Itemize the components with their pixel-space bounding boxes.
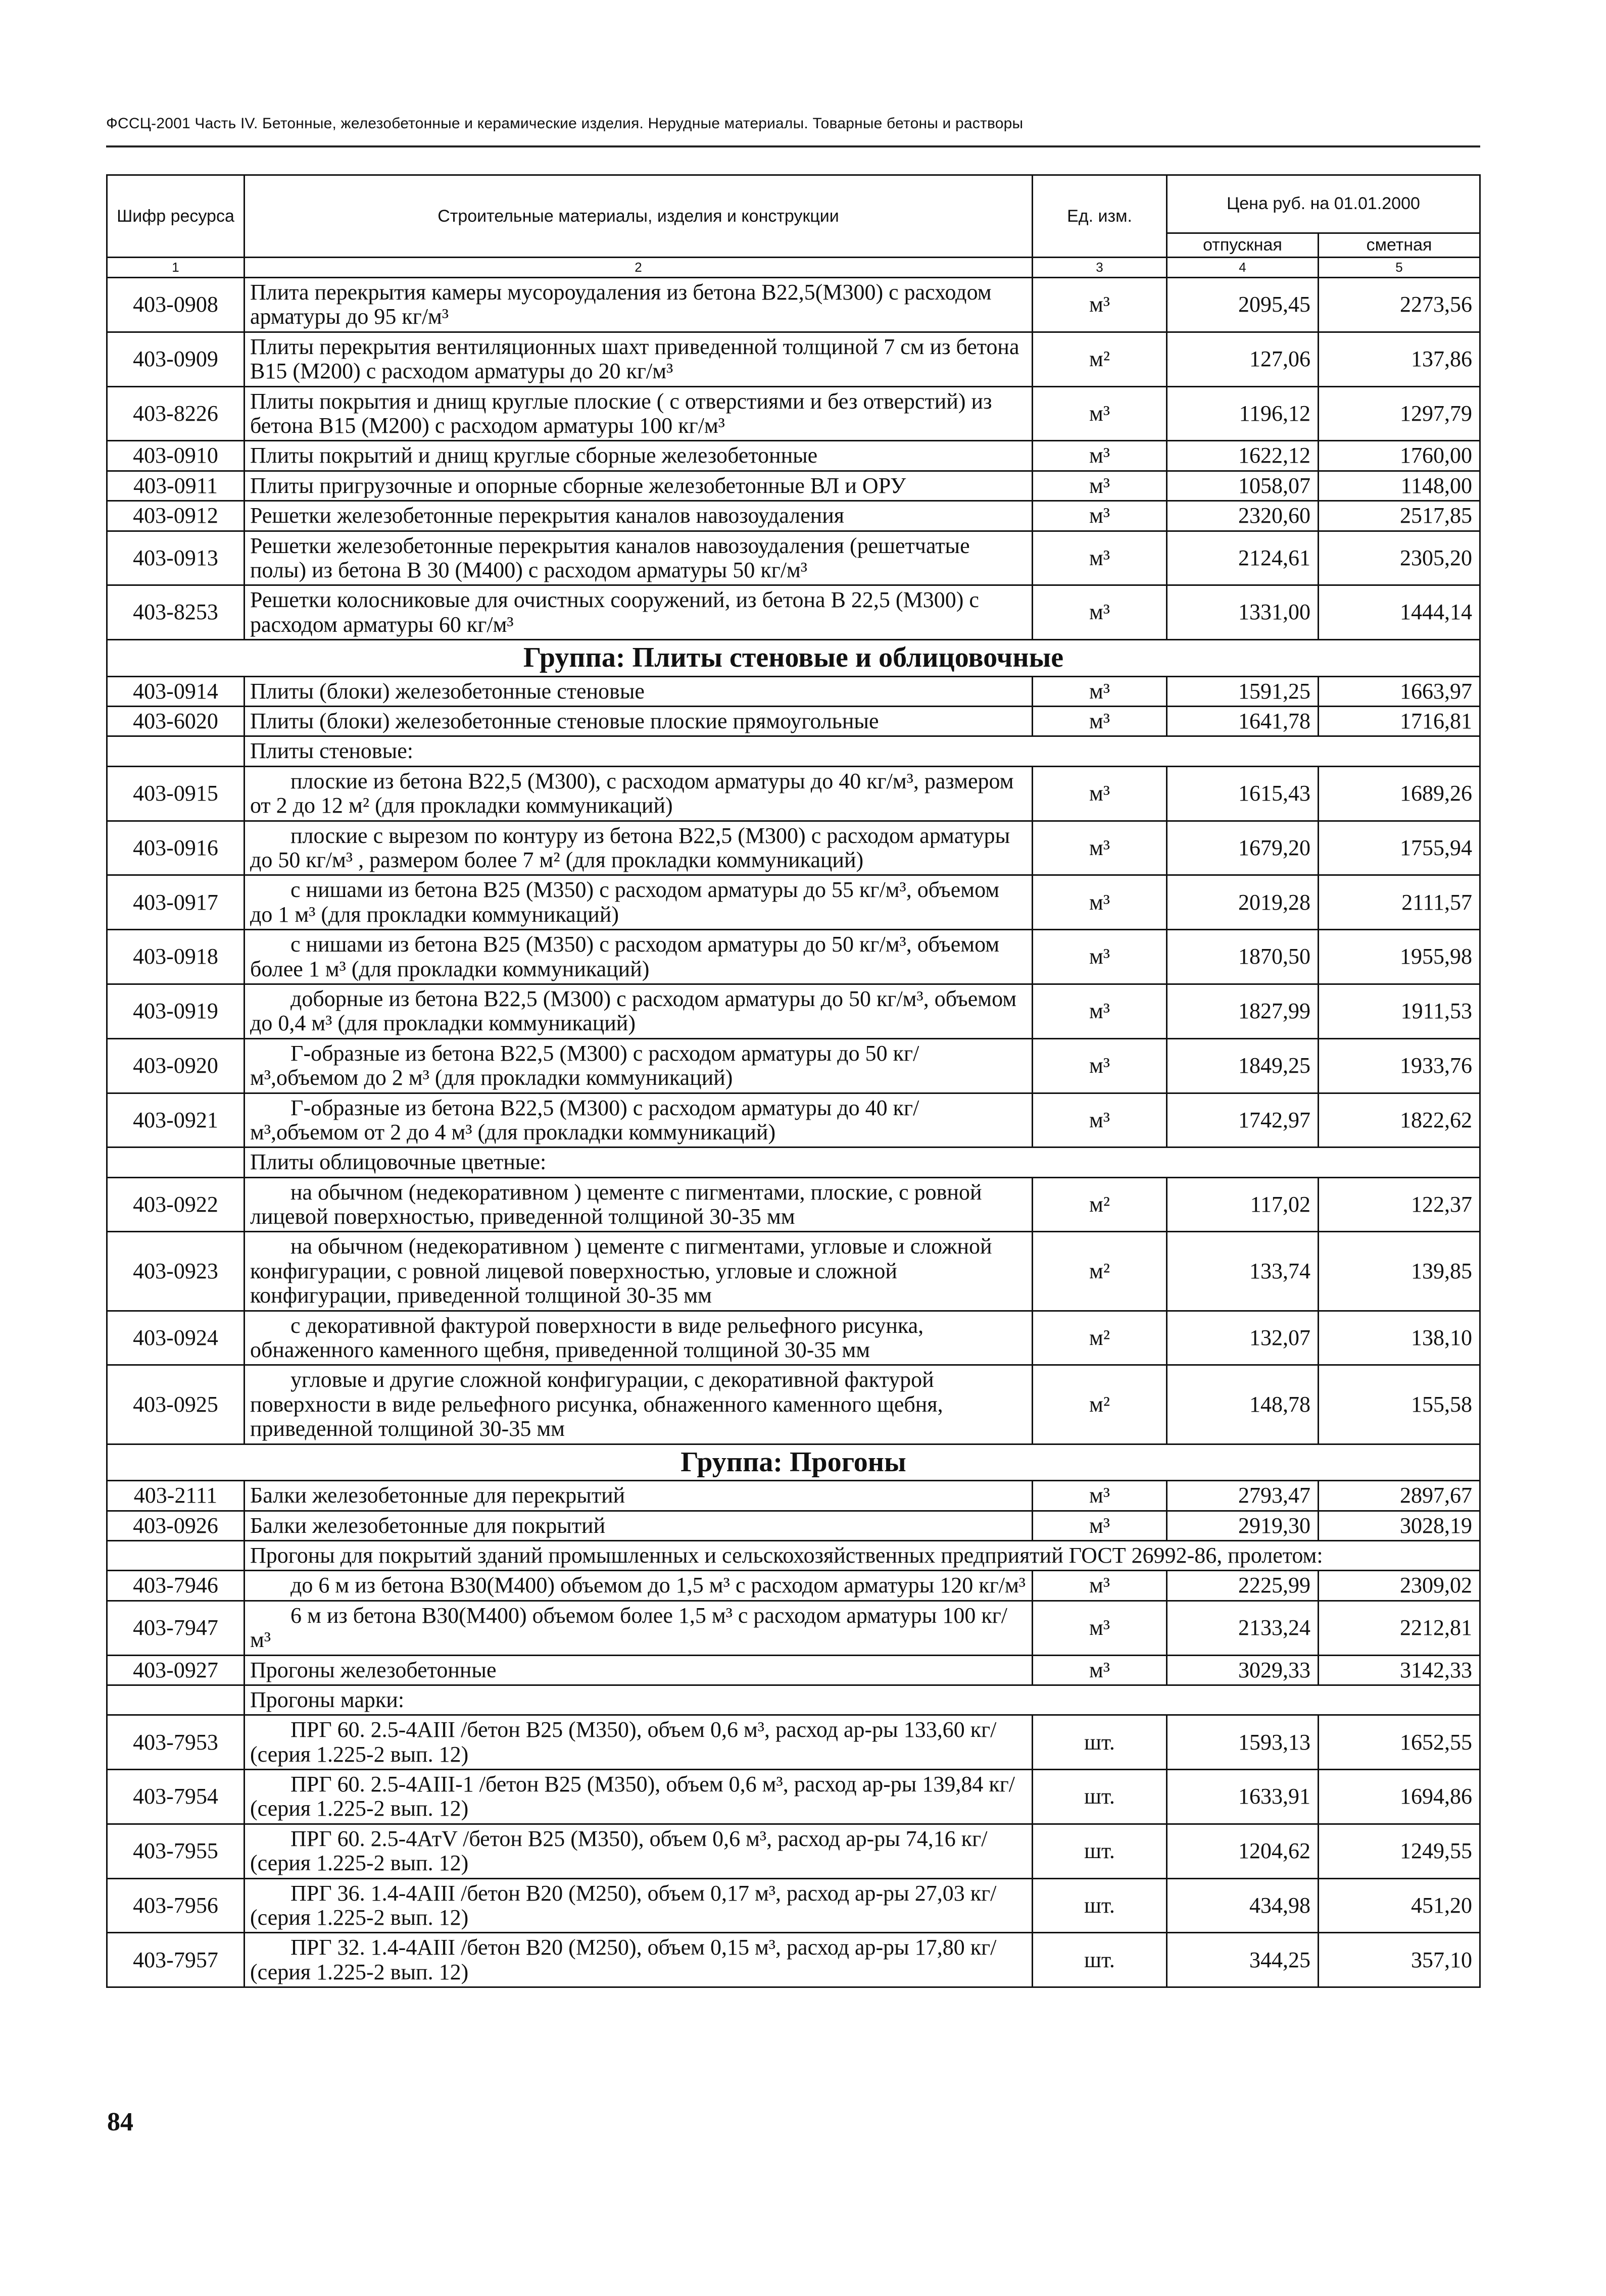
resource-code-cell: 403-0920	[107, 1038, 245, 1093]
release-price-cell: 148,78	[1167, 1365, 1319, 1444]
release-price-cell: 1058,07	[1167, 471, 1319, 501]
estimate-price-cell: 2212,81	[1319, 1601, 1480, 1655]
resource-code-cell: 403-7946	[107, 1571, 245, 1601]
material-name-cell: на обычном (недекоративном ) цементе с пигментами, плоские, с ровной лицевой поверхностью, приведенной толщиной 30-35 мм	[245, 1177, 1033, 1232]
release-price-cell: 3029,33	[1167, 1655, 1319, 1685]
estimate-price-cell: 139,85	[1319, 1232, 1480, 1311]
resource-code-cell: 403-0917	[107, 875, 245, 930]
unit-cell: м³	[1033, 1571, 1167, 1601]
release-price-cell: 1196,12	[1167, 386, 1319, 441]
resource-code-cell: 403-8253	[107, 585, 245, 640]
release-price-cell: 2019,28	[1167, 875, 1319, 930]
unit-cell: м³	[1033, 585, 1167, 640]
unit-cell: м³	[1033, 676, 1167, 706]
estimate-price-cell: 1822,62	[1319, 1093, 1480, 1147]
subheading-label: Плиты облицовочные цветные:	[245, 1147, 1480, 1177]
estimate-price-cell: 357,10	[1319, 1933, 1480, 1987]
resource-code-cell: 403-0916	[107, 821, 245, 875]
header-name: Строительные материалы, изделия и конструкции	[245, 175, 1033, 258]
table-row	[107, 386, 1480, 441]
resource-code-cell: 403-0923	[107, 1232, 245, 1311]
release-price-cell: 1679,20	[1167, 821, 1319, 875]
material-name-cell: 6 м из бетона В30(М400) объемом более 1,5 м³ с расходом арматуры 100 кг/м³	[245, 1601, 1033, 1655]
table-row	[107, 441, 1480, 471]
table-row	[107, 277, 1480, 332]
header-price-release: отпускная	[1167, 233, 1319, 258]
unit-cell: м³	[1033, 984, 1167, 1038]
estimate-price-cell: 1911,53	[1319, 984, 1480, 1038]
material-name-cell: Решетки железобетонные перекрытия каналов навозоудаления	[245, 501, 1033, 531]
estimate-price-cell: 3028,19	[1319, 1511, 1480, 1540]
resource-code-cell: 403-0926	[107, 1511, 245, 1540]
material-name-cell: ПРГ 60. 2.5-4АтV /бетон В25 (М350), объем 0,6 м³, расход ар-ры 74,16 кг/ (серия 1.225-2 вып. 12)	[245, 1824, 1033, 1878]
unit-cell: м³	[1033, 1655, 1167, 1685]
release-price-cell: 2320,60	[1167, 501, 1319, 531]
table-row	[107, 984, 1480, 1038]
subheading-row	[107, 1685, 1480, 1715]
estimate-price-cell: 137,86	[1319, 332, 1480, 386]
unit-cell: м²	[1033, 332, 1167, 386]
unit-cell: м³	[1033, 821, 1167, 875]
material-name-cell: плоские из бетона В22,5 (М300), с расходом арматуры до 40 кг/м³, размером от 2 до 12 м² (для прокладки коммуникаций)	[245, 766, 1033, 821]
resource-code-cell: 403-0918	[107, 930, 245, 984]
release-price-cell: 344,25	[1167, 1933, 1319, 1987]
estimate-price-cell: 155,58	[1319, 1365, 1480, 1444]
subheading-row	[107, 1147, 1480, 1177]
page-header: ФССЦ-2001 Часть IV. Бетонные, железобетонные и керамические изделия. Нерудные материалы. Товарные бетоны и растворы	[106, 115, 1024, 132]
release-price-cell: 2133,24	[1167, 1601, 1319, 1655]
estimate-price-cell: 3142,33	[1319, 1655, 1480, 1685]
material-name-cell: Балки железобетонные для перекрытий	[245, 1481, 1033, 1511]
resource-code-cell: 403-0911	[107, 471, 245, 501]
material-name-cell: Плиты пригрузочные и опорные сборные железобетонные ВЛ и ОРУ	[245, 471, 1033, 501]
resource-code-cell: 403-0924	[107, 1311, 245, 1365]
table-row	[107, 1177, 1480, 1232]
unit-cell: м³	[1033, 1093, 1167, 1147]
table-row	[107, 1481, 1480, 1511]
table-row	[107, 1770, 1480, 1824]
release-price-cell: 1593,13	[1167, 1715, 1319, 1770]
material-name-cell: Г-образные из бетона В22,5 (М300) с расходом арматуры до 50 кг/м³,объемом до 2 м³ (для прокладки коммуникаций)	[245, 1038, 1033, 1093]
resource-code-cell: 403-8226	[107, 386, 245, 441]
table-row	[107, 1601, 1480, 1655]
unit-cell: м²	[1033, 1365, 1167, 1444]
subheading-label: Прогоны марки:	[245, 1685, 1480, 1715]
table-row	[107, 1824, 1480, 1878]
release-price-cell: 2124,61	[1167, 531, 1319, 585]
estimate-price-cell: 2897,67	[1319, 1481, 1480, 1511]
table-row	[107, 766, 1480, 821]
unit-cell: шт.	[1033, 1770, 1167, 1824]
unit-cell: м³	[1033, 1481, 1167, 1511]
subheading-row	[107, 736, 1480, 766]
material-name-cell: Г-образные из бетона В22,5 (М300) с расходом арматуры до 40 кг/м³,объемом от 2 до 4 м³ (для прокладки коммуникаций)	[245, 1093, 1033, 1147]
material-name-cell: Решетки колосниковые для очистных сооружений, из бетона В 22,5 (М300) с расходом арматуры 60 кг/м³	[245, 585, 1033, 640]
header-unit: Ед. изм.	[1033, 175, 1167, 258]
resource-code-cell: 403-7957	[107, 1933, 245, 1987]
release-price-cell: 1615,43	[1167, 766, 1319, 821]
unit-cell: м³	[1033, 1511, 1167, 1540]
resource-code-cell: 403-0908	[107, 277, 245, 332]
estimate-price-cell: 1716,81	[1319, 707, 1480, 736]
estimate-price-cell: 1652,55	[1319, 1715, 1480, 1770]
release-price-cell: 1204,62	[1167, 1824, 1319, 1878]
table-row	[107, 1038, 1480, 1093]
material-name-cell: Решетки железобетонные перекрытия каналов навозоудаления (решетчатые полы) из бетона В 30 (М400) с расходом арматуры 50 кг/м³	[245, 531, 1033, 585]
estimate-price-cell: 1955,98	[1319, 930, 1480, 984]
release-price-cell: 1331,00	[1167, 585, 1319, 640]
resource-code-cell: 403-0921	[107, 1093, 245, 1147]
resource-code-cell: 403-0910	[107, 441, 245, 471]
release-price-cell: 1633,91	[1167, 1770, 1319, 1824]
table-row	[107, 676, 1480, 706]
resource-code-cell: 403-0925	[107, 1365, 245, 1444]
material-name-cell: ПРГ 36. 1.4-4АIII /бетон В20 (М250), объем 0,17 м³, расход ар-ры 27,03 кг/ (серия 1.225-2 вып. 12)	[245, 1878, 1033, 1933]
material-name-cell: плоские с вырезом по контуру из бетона В22,5 (М300) с расходом арматуры до 50 кг/м³ , размером более 7 м² (для прокладки коммуникаций)	[245, 821, 1033, 875]
header-price-estimate: сметная	[1319, 233, 1480, 258]
unit-cell: м³	[1033, 386, 1167, 441]
group-heading: Группа: Прогоны	[107, 1444, 1480, 1481]
table-row	[107, 707, 1480, 736]
resource-code-cell: 403-0922	[107, 1177, 245, 1232]
unit-cell: м²	[1033, 1177, 1167, 1232]
material-name-cell: с нишами из бетона В25 (М350) с расходом арматуры до 50 кг/м³, объемом более 1 м³ (для прокладки коммуникаций)	[245, 930, 1033, 984]
page-number: 84	[107, 2108, 133, 2136]
release-price-cell: 1742,97	[1167, 1093, 1319, 1147]
table-header-row	[107, 175, 1480, 233]
material-name-cell: с нишами из бетона В25 (М350) с расходом арматуры до 55 кг/м³, объемом до 1 м³ (для прокладки коммуникаций)	[245, 875, 1033, 930]
estimate-price-cell: 1297,79	[1319, 386, 1480, 441]
unit-cell: шт.	[1033, 1715, 1167, 1770]
price-table	[106, 174, 1481, 1988]
column-number: 1	[107, 258, 245, 278]
unit-cell: шт.	[1033, 1933, 1167, 1987]
column-number-row	[107, 258, 1480, 278]
resource-code-cell: 403-0913	[107, 531, 245, 585]
unit-cell: м³	[1033, 277, 1167, 332]
material-name-cell: до 6 м из бетона В30(М400) объемом до 1,5 м³ с расходом арматуры 120 кг/м³	[245, 1571, 1033, 1601]
material-name-cell: Балки железобетонные для покрытий	[245, 1511, 1033, 1540]
column-number: 5	[1319, 258, 1480, 278]
material-name-cell: угловые и другие сложной конфигурации, с декоративной фактурой поверхности в виде рельефного рисунка, обнаженного каменного щебня, приведенной толщиной 30-35 мм	[245, 1365, 1033, 1444]
estimate-price-cell: 2309,02	[1319, 1571, 1480, 1601]
table-row	[107, 1878, 1480, 1933]
table-row	[107, 471, 1480, 501]
material-name-cell: Плиты (блоки) железобетонные стеновые	[245, 676, 1033, 706]
table-body	[107, 277, 1480, 1987]
release-price-cell: 117,02	[1167, 1177, 1319, 1232]
material-name-cell: ПРГ 32. 1.4-4АIII /бетон В20 (М250), объем 0,15 м³, расход ар-ры 17,80 кг/ (серия 1.225-2 вып. 12)	[245, 1933, 1033, 1987]
estimate-price-cell: 122,37	[1319, 1177, 1480, 1232]
material-name-cell: с декоративной фактурой поверхности в виде рельефного рисунка, обнаженного каменного щебня, приведенной толщиной 30-35 мм	[245, 1311, 1033, 1365]
material-name-cell: Прогоны железобетонные	[245, 1655, 1033, 1685]
release-price-cell: 2095,45	[1167, 277, 1319, 332]
estimate-price-cell: 2273,56	[1319, 277, 1480, 332]
release-price-cell: 2919,30	[1167, 1511, 1319, 1540]
table-row	[107, 1365, 1480, 1444]
resource-code-cell: 403-0919	[107, 984, 245, 1038]
group-heading-row	[107, 1444, 1480, 1481]
estimate-price-cell: 2111,57	[1319, 875, 1480, 930]
unit-cell: м³	[1033, 471, 1167, 501]
subheading-row	[107, 1540, 1480, 1570]
estimate-price-cell: 1694,86	[1319, 1770, 1480, 1824]
estimate-price-cell: 1760,00	[1319, 441, 1480, 471]
unit-cell: м³	[1033, 501, 1167, 531]
estimate-price-cell: 2517,85	[1319, 501, 1480, 531]
table-row	[107, 501, 1480, 531]
table-row	[107, 930, 1480, 984]
resource-code-cell: 403-7956	[107, 1878, 245, 1933]
unit-cell: м²	[1033, 1232, 1167, 1311]
resource-code-cell: 403-6020	[107, 707, 245, 736]
release-price-cell: 1827,99	[1167, 984, 1319, 1038]
resource-code-cell: 403-0915	[107, 766, 245, 821]
table-row	[107, 1311, 1480, 1365]
release-price-cell: 2225,99	[1167, 1571, 1319, 1601]
resource-code-cell: 403-7954	[107, 1770, 245, 1824]
unit-cell: м³	[1033, 930, 1167, 984]
header-code: Шифр ресурса	[107, 175, 245, 258]
release-price-cell: 1591,25	[1167, 676, 1319, 706]
table-row	[107, 875, 1480, 930]
empty-cell	[107, 1540, 245, 1570]
table-row	[107, 1571, 1480, 1601]
header-price-group: Цена руб. на 01.01.2000	[1167, 175, 1480, 233]
estimate-price-cell: 1689,26	[1319, 766, 1480, 821]
material-name-cell: Плиты покрытия и днищ круглые плоские ( с отверстиями и без отверстий) из бетона В15 (М200) с расходом арматуры 100 кг/м³	[245, 386, 1033, 441]
estimate-price-cell: 138,10	[1319, 1311, 1480, 1365]
unit-cell: м²	[1033, 1311, 1167, 1365]
subheading-label: Плиты стеновые:	[245, 736, 1480, 766]
column-number: 4	[1167, 258, 1319, 278]
release-price-cell: 133,74	[1167, 1232, 1319, 1311]
estimate-price-cell: 1755,94	[1319, 821, 1480, 875]
estimate-price-cell: 1663,97	[1319, 676, 1480, 706]
table-row	[107, 1715, 1480, 1770]
table-row	[107, 1655, 1480, 1685]
resource-code-cell: 403-0909	[107, 332, 245, 386]
resource-code-cell: 403-7953	[107, 1715, 245, 1770]
group-heading-row	[107, 640, 1480, 677]
resource-code-cell: 403-0914	[107, 676, 245, 706]
material-name-cell: Плиты (блоки) железобетонные стеновые плоские прямоугольные	[245, 707, 1033, 736]
estimate-price-cell: 451,20	[1319, 1878, 1480, 1933]
table-row	[107, 332, 1480, 386]
release-price-cell: 1870,50	[1167, 930, 1319, 984]
release-price-cell: 132,07	[1167, 1311, 1319, 1365]
resource-code-cell: 403-7955	[107, 1824, 245, 1878]
table-row	[107, 1933, 1480, 1987]
release-price-cell: 1849,25	[1167, 1038, 1319, 1093]
release-price-cell: 1622,12	[1167, 441, 1319, 471]
material-name-cell: Плиты покрытий и днищ круглые сборные железобетонные	[245, 441, 1033, 471]
column-number: 2	[245, 258, 1033, 278]
resource-code-cell: 403-7947	[107, 1601, 245, 1655]
release-price-cell: 127,06	[1167, 332, 1319, 386]
table-row	[107, 531, 1480, 585]
table-row	[107, 1511, 1480, 1540]
empty-cell	[107, 736, 245, 766]
header-rule	[106, 145, 1480, 147]
unit-cell: м³	[1033, 441, 1167, 471]
estimate-price-cell: 2305,20	[1319, 531, 1480, 585]
unit-cell: м³	[1033, 707, 1167, 736]
unit-cell: шт.	[1033, 1878, 1167, 1933]
material-name-cell: Плита перекрытия камеры мусороудаления из бетона В22,5(М300) с расходом арматуры до 95 кг/м³	[245, 277, 1033, 332]
table-row	[107, 821, 1480, 875]
material-name-cell: ПРГ 60. 2.5-4АIII /бетон В25 (М350), объем 0,6 м³, расход ар-ры 133,60 кг/ (серия 1.225-2 вып. 12)	[245, 1715, 1033, 1770]
unit-cell: м³	[1033, 1038, 1167, 1093]
unit-cell: м³	[1033, 766, 1167, 821]
material-name-cell: ПРГ 60. 2.5-4АIII-1 /бетон В25 (М350), объем 0,6 м³, расход ар-ры 139,84 кг/ (серия 1.225-2 вып. 12)	[245, 1770, 1033, 1824]
group-heading: Группа: Плиты стеновые и облицовочные	[107, 640, 1480, 677]
estimate-price-cell: 1444,14	[1319, 585, 1480, 640]
material-name-cell: на обычном (недекоративном ) цементе с пигментами, угловые и сложной конфигурации, с ровной лицевой поверхностью, угловые и сложной конфигурации, приведенной толщиной 30-35 мм	[245, 1232, 1033, 1311]
resource-code-cell: 403-0912	[107, 501, 245, 531]
empty-cell	[107, 1147, 245, 1177]
estimate-price-cell: 1148,00	[1319, 471, 1480, 501]
resource-code-cell: 403-2111	[107, 1481, 245, 1511]
material-name-cell: Плиты перекрытия вентиляционных шахт приведенной толщиной 7 см из бетона В15 (М200) с расходом арматуры до 20 кг/м³	[245, 332, 1033, 386]
unit-cell: м³	[1033, 1601, 1167, 1655]
table-row	[107, 1232, 1480, 1311]
column-number: 3	[1033, 258, 1167, 278]
resource-code-cell: 403-0927	[107, 1655, 245, 1685]
material-name-cell: доборные из бетона В22,5 (М300) с расходом арматуры до 50 кг/м³, объемом до 0,4 м³ (для прокладки коммуникаций)	[245, 984, 1033, 1038]
estimate-price-cell: 1249,55	[1319, 1824, 1480, 1878]
unit-cell: шт.	[1033, 1824, 1167, 1878]
estimate-price-cell: 1933,76	[1319, 1038, 1480, 1093]
subheading-label: Прогоны для покрытий зданий промышленных и сельскохозяйственных предприятий ГОСТ 26992-86, пролетом:	[245, 1540, 1480, 1570]
release-price-cell: 434,98	[1167, 1878, 1319, 1933]
release-price-cell: 2793,47	[1167, 1481, 1319, 1511]
table-row	[107, 585, 1480, 640]
empty-cell	[107, 1685, 245, 1715]
unit-cell: м³	[1033, 875, 1167, 930]
table-row	[107, 1093, 1480, 1147]
release-price-cell: 1641,78	[1167, 707, 1319, 736]
unit-cell: м³	[1033, 531, 1167, 585]
